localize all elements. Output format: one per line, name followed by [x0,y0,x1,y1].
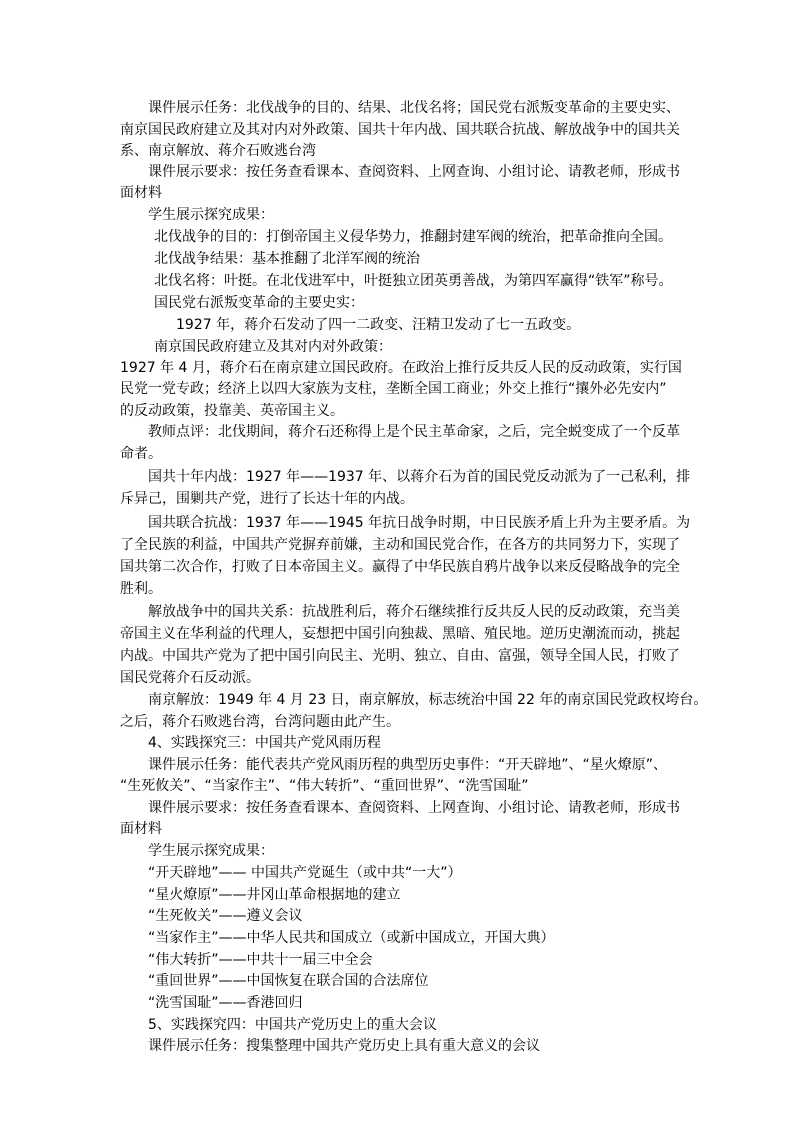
text-line: “重回世界”——中国恢复在联合国的合法席位 [148,973,429,989]
text-line: 南京国民政府建立及其对内对外政策、国共十年内战、国共联合抗战、解放战争中的国共关 [120,122,680,138]
text-line: 课件展示任务：能代表共产党风雨历程的典型历史事件：“开天辟地”、“星火燎原”、 [148,757,668,773]
text-line: 胜利。 [120,581,162,597]
text-line: 国共联合抗战：1937 年——1945 年抗日战争时期，中日民族矛盾上升为主要矛盾。为 [148,515,691,531]
text-line: 南京解放：1949 年 4 月 23 日，南京解放，标志统治中国 22 年的南京国民党政权垮台。 [148,692,708,708]
text-line: 命者。 [120,446,162,462]
text-line: “生死攸关”、“当家作主”、“伟大转折”、“重回世界”、“洗雪国耻” [120,778,529,794]
text-line: 课件展示任务：搜集整理中国共产党历史上具有重大意义的会议 [148,1038,540,1054]
text-line: “开天辟地”—— 中国共产党诞生（或中共“一大”） [148,865,462,881]
text-line: 内战。中国共产党为了把中国引向民主、光明、独立、自由、富强，领导全国人民，打败了 [120,648,680,664]
text-line: 斥异己，围剿共产党，进行了长达十年的内战。 [120,491,414,507]
text-line: “伟大转折”——中共十一届三中全会 [148,952,373,968]
text-line: 课件展示要求：按任务查看课本、查阅资料、上网查询、小组讨论、请教老师，形成书 [148,800,680,816]
text-line: 北伐名将：叶挺。在北伐进军中，叶挺独立团英勇善战，为第四军赢得“铁军”称号。 [154,273,673,289]
text-line: 国共第二次合作，打败了日本帝国主义。赢得了中华民族自鸦片战争以来反侵略战争的完全 [120,559,680,575]
text-line: 国共十年内战：1927 年——1937 年、以蒋介石为首的国民党反动派为了一己私利，排 [148,469,691,485]
text-line: 民党一党专政；经济上以四大家族为支柱，垄断全国工商业；外交上推行“攘外必先安内” [120,381,667,397]
text-line: 学生展示探究成果： [148,843,274,859]
text-line: 4、实践探究三：中国共产党风雨历程 [148,735,381,751]
text-line: 课件展示任务：北伐战争的目的、结果、北伐名将；国民党右派叛变革命的主要史实、 [148,100,680,116]
text-line: 北伐战争结果：基本推翻了北洋军阀的统治 [154,251,420,267]
text-line: 课件展示要求：按任务查看课本、查阅资料、上网查询、小组讨论、请教老师，形成书 [148,164,680,180]
text-line: 国民党蒋介石反动派。 [120,670,260,686]
text-line: 面材料 [120,821,162,837]
text-line: 了全民族的利益，中国共产党摒弃前嫌，主动和国民党合作，在各方的共同努力下，实现了 [120,537,680,553]
text-line: 帝国主义在华利益的代理人，妄想把中国引向独裁、黑暗、殖民地。逆历史潮流而动，挑起 [120,626,680,642]
text-line: 系、南京解放、蒋介石败逃台湾 [120,143,316,159]
text-line: 国民党右派叛变革命的主要史实： [154,295,364,311]
text-line: 1927 年 4 月，蒋介石在南京建立国民政府。在政治上推行反共反人民的反动政策，实行国 [120,360,682,376]
text-line: 南京国民政府建立及其对内对外政策： [154,339,392,355]
text-line: 的反动政策，投靠美、英帝国主义。 [120,403,344,419]
text-line: “当家作主”——中华人民共和国成立（或新中国成立，开国大典） [148,930,555,946]
text-line: 面材料 [120,185,162,201]
text-line: “生死攸关”——遵义会议 [148,908,303,924]
text-line: “洗雪国耻”——香港回归 [148,995,303,1011]
text-line: 学生展示探究成果： [148,207,274,223]
text-line: 教师点评：北伐期间，蒋介石还称得上是个民主革命家，之后，完全蜕变成了一个反革 [148,424,680,440]
text-line: “星火燎原”——井冈山革命根据地的建立 [148,887,401,903]
text-line: 解放战争中的国共关系：抗战胜利后，蒋介石继续推行反共反人民的反动政策，充当美 [148,604,680,620]
text-line: 5、实践探究四：中国共产党历史上的重大会议 [148,1017,437,1033]
text-line: 之后，蒋介石败逃台湾，台湾问题由此产生。 [120,714,400,730]
text-line: 北伐战争的目的：打倒帝国主义侵华势力，推翻封建军阀的统治，把革命推向全国。 [154,229,672,245]
text-line: 1927 年，蒋介石发动了四一二政变、汪精卫发动了七一五政变。 [176,317,581,333]
